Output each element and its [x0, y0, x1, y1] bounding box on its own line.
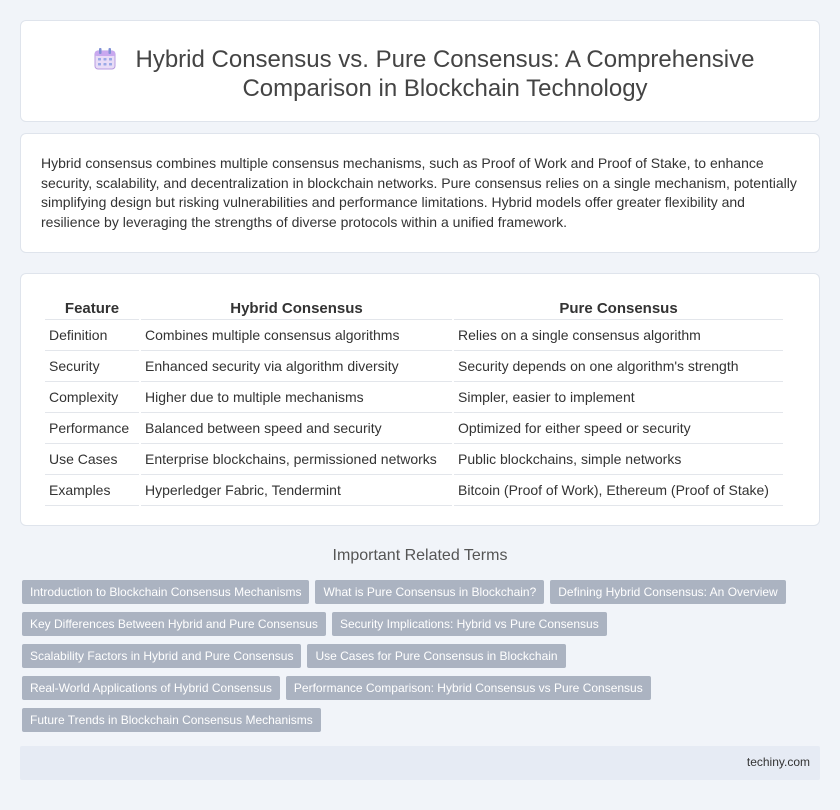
related-term-link[interactable]: Performance Comparison: Hybrid Consensus vs Pure Consensus: [286, 676, 651, 700]
header-pure: Pure Consensus: [454, 296, 783, 320]
related-terms-list: [22, 580, 802, 740]
cell-feature: Security: [45, 351, 139, 382]
cell-pure: Bitcoin (Proof of Work), Ethereum (Proof of Stake): [454, 475, 783, 506]
cell-pure: Simpler, easier to implement: [454, 382, 783, 413]
cell-feature: Definition: [45, 320, 139, 351]
tag-row: [22, 580, 802, 612]
cell-feature: Examples: [45, 475, 139, 506]
title-wrap: [21, 45, 819, 103]
related-term-link[interactable]: Security Implications: Hybrid vs Pure Consensus: [332, 612, 607, 636]
table-row: [45, 320, 783, 351]
table-row: [45, 351, 783, 382]
header-hybrid: Hybrid Consensus: [141, 296, 452, 320]
related-terms-title: Important Related Terms: [332, 547, 508, 564]
table-row: [45, 382, 783, 413]
intro-card: [20, 133, 820, 253]
cell-hybrid: Enhanced security via algorithm diversity: [141, 351, 452, 382]
related-term-link[interactable]: What is Pure Consensus in Blockchain?: [315, 580, 544, 604]
cell-pure: Optimized for either speed or security: [454, 413, 783, 444]
related-term-link[interactable]: Future Trends in Blockchain Consensus Mechanisms: [22, 708, 321, 732]
table-header-row: [45, 296, 783, 320]
cell-feature: Complexity: [45, 382, 139, 413]
related-term-link[interactable]: Real-World Applications of Hybrid Consensus: [22, 676, 280, 700]
cell-feature: Use Cases: [45, 444, 139, 475]
intro-paragraph: Hybrid consensus combines multiple consensus mechanisms, such as Proof of Work and Proof of Stake, to enhance security, scalability, and decentralization in blockchain networks. Pure consensus relies on a single mechanism, potentially simplifying design but risking vulnerabilities and performance limitations. Hybrid models offer greater flexibility and resilience by leveraging the strengths of diverse protocols within a unified framework.: [41, 155, 797, 230]
header-feature: Feature: [45, 296, 139, 320]
cell-hybrid: Balanced between speed and security: [141, 413, 452, 444]
related-term-link[interactable]: Defining Hybrid Consensus: An Overview: [550, 580, 785, 604]
comparison-table: [43, 296, 785, 506]
cell-hybrid: Hyperledger Fabric, Tendermint: [141, 475, 452, 506]
title-card: [20, 20, 820, 122]
footer-site-name: techiny.com: [746, 755, 810, 769]
cell-feature: Performance: [45, 413, 139, 444]
related-term-link[interactable]: Introduction to Blockchain Consensus Mechanisms: [22, 580, 309, 604]
table-row: [45, 413, 783, 444]
tag-row: [22, 644, 802, 676]
cell-hybrid: Higher due to multiple mechanisms: [141, 382, 452, 413]
page-title: Hybrid Consensus vs. Pure Consensus: A Comprehensive Comparison in Blockchain Technology: [135, 46, 755, 102]
related-term-link[interactable]: Key Differences Between Hybrid and Pure Consensus: [22, 612, 326, 636]
related-term-link[interactable]: Scalability Factors in Hybrid and Pure Consensus: [22, 644, 301, 668]
footer: [20, 746, 820, 780]
cell-hybrid: Combines multiple consensus algorithms: [141, 320, 452, 351]
related-term-link[interactable]: Use Cases for Pure Consensus in Blockchain: [307, 644, 565, 668]
tag-row: [22, 612, 802, 644]
table-row: [45, 444, 783, 475]
cell-pure: Public blockchains, simple networks: [454, 444, 783, 475]
tag-row: [22, 708, 802, 740]
table-row: [45, 475, 783, 506]
comparison-table-card: [20, 273, 820, 526]
cell-pure: Relies on a single consensus algorithm: [454, 320, 783, 351]
tag-row: [22, 676, 802, 708]
cell-hybrid: Enterprise blockchains, permissioned networks: [141, 444, 452, 475]
cell-pure: Security depends on one algorithm's strength: [454, 351, 783, 382]
